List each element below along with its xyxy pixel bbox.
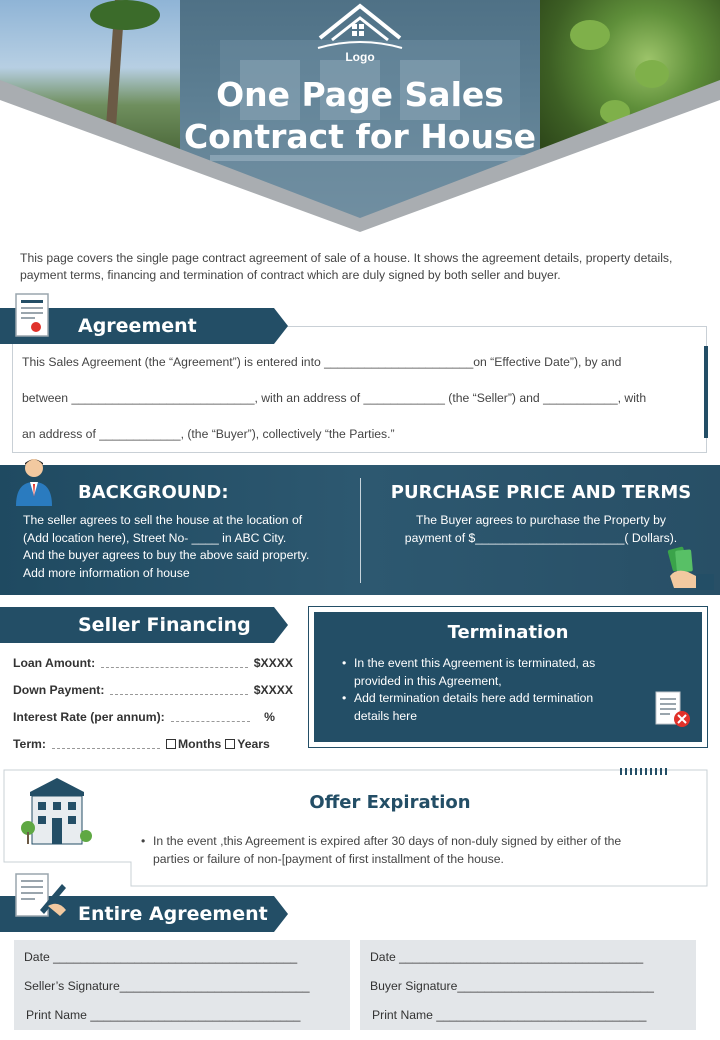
termination-heading: Termination	[447, 622, 569, 643]
background-line: The seller agrees to sell the house at the location of	[23, 513, 303, 527]
loan-amount-value: $XXXX	[253, 656, 293, 670]
months-option[interactable]	[166, 737, 221, 751]
background-heading: BACKGROUND:	[78, 482, 229, 503]
termination-bullet-2-line-2: details here	[354, 708, 418, 723]
background-line: And the buyer agrees to buy the above said property.	[23, 548, 310, 562]
page-title	[180, 74, 540, 158]
person-icon	[12, 456, 56, 506]
strip-divider	[360, 478, 361, 583]
buyer-date-field[interactable]: Date ____________________________________	[370, 950, 644, 964]
seller-signature-box	[14, 940, 350, 1030]
termination-bullet-2: • Add termination details here add termination details here	[354, 690, 644, 725]
down-payment-label: Down Payment:	[13, 683, 105, 697]
financing-heading: Seller Financing	[78, 614, 251, 636]
agreement-line-2: between ___________________________, with an address of ____________ (the “Seller”) and ___________, with	[22, 391, 647, 405]
seller-signature-field[interactable]: Seller’s Signature____________________________	[24, 979, 310, 993]
months-checkbox[interactable]	[166, 739, 176, 749]
buyer-signature-box	[360, 940, 696, 1030]
seller-print-name-field[interactable]: Print Name _______________________________	[26, 1008, 301, 1022]
months-label: Months	[177, 737, 222, 751]
buyer-signature-field[interactable]: Buyer Signature_____________________________	[370, 979, 654, 993]
termination-bullet-2-line-1: Add termination details here add termination	[354, 691, 594, 705]
agreement-accent	[704, 346, 708, 438]
background-line: (Add location here), Street No- ____ in ABC City.	[23, 530, 287, 545]
logo-text: Logo	[345, 50, 375, 64]
interest-rate-row	[13, 710, 275, 724]
document-stamp-icon	[14, 292, 54, 340]
termination-bullet-1-line-2: provided in this Agreement,	[354, 673, 502, 688]
buyer-print-name-field[interactable]: Print Name _______________________________	[372, 1008, 647, 1022]
fill-line	[171, 712, 250, 722]
seller-date-field[interactable]: Date ____________________________________	[24, 950, 298, 964]
signing-document-icon	[12, 870, 70, 928]
intro-paragraph: This page covers the single page contract agreement of sale of a house. It shows the agreement details, property details, payment terms, financing and termination of contract which are duly signed by both seller and buyer.	[20, 251, 673, 282]
loan-amount-row	[13, 656, 293, 670]
years-label: Years	[237, 737, 270, 751]
term-row	[13, 737, 295, 751]
purchase-line-2: payment of $______________________( Dollars).	[404, 530, 678, 545]
house-icon	[20, 778, 94, 848]
hero-banner	[0, 0, 720, 250]
fill-line	[52, 739, 160, 749]
offer-bullet-line-2: parties or failure of non-[payment of first installment of the house.	[153, 851, 504, 866]
years-option[interactable]	[225, 737, 270, 751]
house-logo-icon	[310, 0, 410, 52]
years-checkbox[interactable]	[225, 739, 235, 749]
money-hand-icon	[666, 546, 716, 590]
down-payment-row	[13, 683, 293, 697]
loan-amount-label: Loan Amount:	[13, 656, 96, 670]
interest-rate-value: %	[264, 710, 275, 724]
agreement-line-3: an address of ____________, (the “Buyer”), collectively “the Parties.”	[22, 427, 395, 441]
purchase-heading: PURCHASE PRICE AND TERMS	[390, 482, 692, 503]
offer-heading: Offer Expiration	[309, 792, 471, 813]
fill-line	[101, 658, 248, 668]
fill-line	[110, 685, 247, 695]
title-line-2: Contract for House	[183, 117, 537, 156]
offer-bullet-line-1: In the event ,this Agreement is expired after 30 days of non-duly signed by either of the	[153, 834, 622, 848]
purchase-text	[362, 512, 720, 547]
entire-agreement-heading: Entire Agreement	[78, 903, 268, 925]
interest-rate-label: Interest Rate (per annum):	[13, 710, 165, 724]
offer-frame	[0, 764, 720, 888]
termination-bullet-1: • In the event this Agreement is terminated, as provided in this Agreement,	[354, 655, 644, 690]
offer-bullet: • In the event ,this Agreement is expired after 30 days of non-duly signed by either of the parties or failure of non-[payment of first installment of the house.	[153, 833, 693, 868]
financing-banner	[0, 607, 274, 643]
background-line: Add more information of house	[23, 565, 190, 580]
title-line-1: One Page Sales	[216, 75, 504, 114]
term-label: Term:	[13, 737, 46, 751]
termination-bullet-1-line-1: In the event this Agreement is terminated, as	[354, 656, 596, 670]
document-cancel-icon	[654, 690, 692, 730]
agreement-line-1: This Sales Agreement (the “Agreement”) is entered into ______________________on “Effective Date”), by and	[22, 355, 622, 369]
purchase-line-1: The Buyer agrees to purchase the Property by	[416, 513, 666, 527]
logo	[310, 0, 410, 70]
background-text	[23, 512, 353, 582]
down-payment-value: $XXXX	[253, 683, 293, 697]
agreement-heading: Agreement	[78, 315, 197, 337]
agreement-text	[22, 348, 698, 456]
